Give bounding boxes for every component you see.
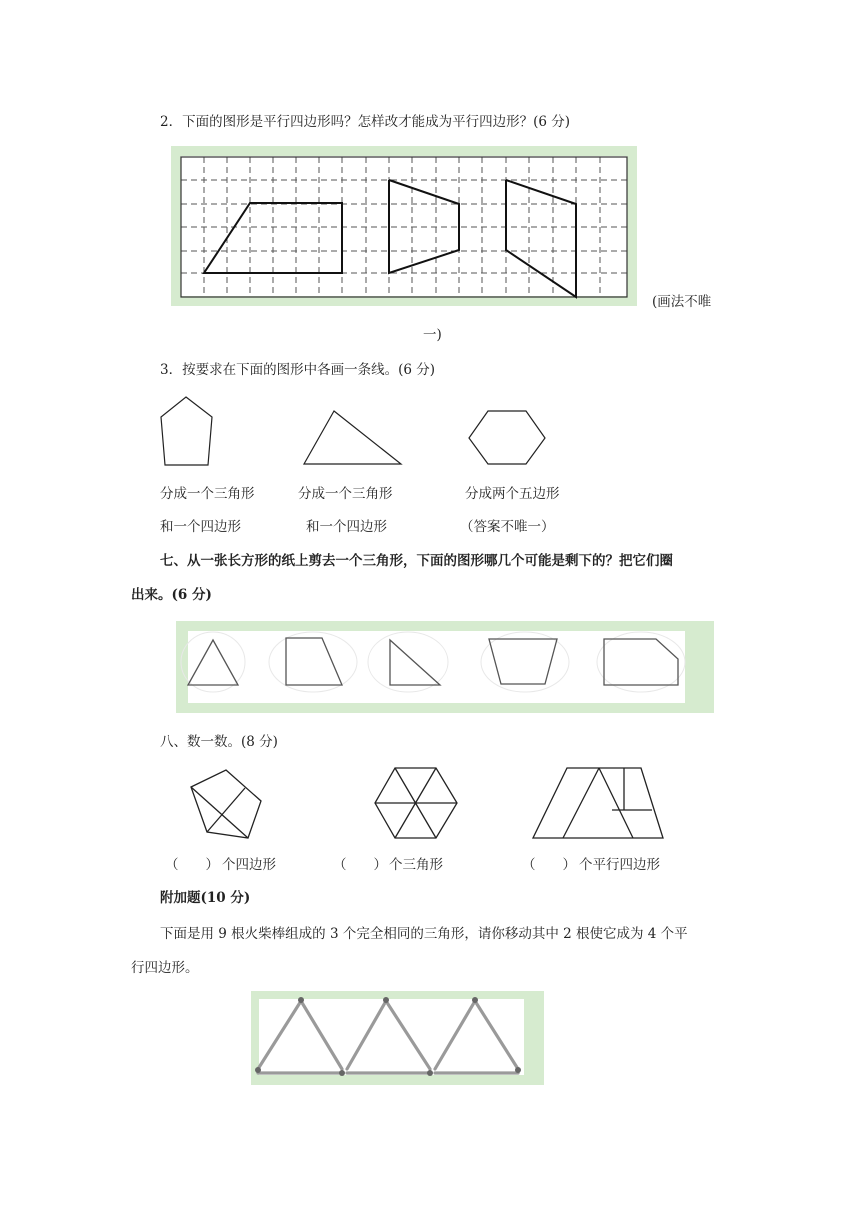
q3-caption-1a: 分成一个三角形: [160, 486, 255, 502]
q7-title-2: 出来。(6 分): [131, 587, 212, 603]
q3-caption-2a: 分成一个三角形: [298, 486, 393, 502]
q3-title: 3．按要求在下面的图形中各画一条线。(6 分): [160, 362, 436, 378]
q8-answer-1-blank: （ ）: [165, 857, 219, 873]
q7-title-1: 七、从一张长方形的纸上剪去一个三角形，下面的图形哪几个可能是剩下的？把它们圈: [160, 553, 673, 569]
q3-caption-2b: 和一个四边形: [306, 519, 387, 535]
q8-answer-2-label: 个三角形: [389, 857, 443, 873]
q8-answer-3-blank: （ ）: [522, 857, 576, 873]
q2-note-2: 一): [423, 327, 442, 343]
q8-title: 八、数一数。(8 分): [160, 734, 278, 750]
q8-answer-2-blank: （ ）: [333, 857, 387, 873]
q2-title: 2．下面的图形是平行四边形吗？怎样改才能成为平行四边形？(6 分): [160, 114, 571, 130]
q8-answer-3-label: 个平行四边形: [579, 857, 660, 873]
q3-caption-3b: （答案不唯一）: [460, 519, 555, 535]
q3-caption-1b: 和一个四边形: [160, 519, 241, 535]
bonus-title: 附加题(10 分): [160, 890, 251, 906]
bonus-body-1: 下面是用 9 根火柴棒组成的 3 个完全相同的三角形，请你移动其中 2 根使它成为 4 个平: [160, 926, 688, 942]
q8-answer-1-label: 个四边形: [222, 857, 276, 873]
q2-note-1: (画法不唯: [652, 294, 712, 310]
bonus-body-2: 行四边形。: [131, 960, 199, 976]
q3-caption-3a: 分成两个五边形: [465, 486, 560, 502]
